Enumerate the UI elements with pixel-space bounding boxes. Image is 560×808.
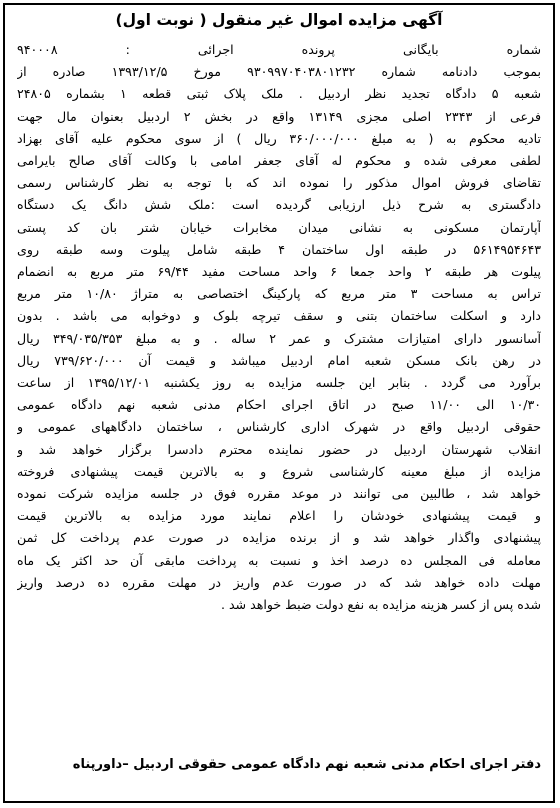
body-line: شده پس از کسر هزینه مزایده به نفع دولت ضبط خواهد شد . bbox=[220, 597, 541, 613]
body-line: پیشنهادی واگذار خواهد شد و از برنده مزایده در صورت عدم پرداخت کل ثمن bbox=[17, 530, 541, 546]
notice-title: آگهی مزایده اموال غیر منقول ( نوبت اول) bbox=[115, 11, 443, 29]
body-line: تادیه محکوم به ( به مبلغ ۳۶۰/۰۰۰/۰۰۰ ریال ) از سوی محکوم علیه آقای بهزاد bbox=[17, 130, 541, 146]
archive-number-line: شماره بایگانی پرونده اجرائی : ۹۴۰۰۰۸ bbox=[17, 42, 541, 57]
body-line: تراس به مساحت ۳ متر مربع که پارکینگ اختصاصی به متراژ ۱۰/۸۰ متر مربع bbox=[17, 286, 541, 302]
body-line: تقاضای فروش اموال مذکور را نموده اند که با توجه به نظر کارشناس رسمی bbox=[17, 175, 541, 191]
notice-frame bbox=[3, 3, 555, 803]
body-line: بموجب دادنامه شماره ۹۳۰۹۹۷۰۴۰۳۸۰۱۲۳۲ مورخ ۱۳۹۳/۱۲/۵ صادره از bbox=[17, 64, 541, 80]
body-line: پیلوت هر طبقه ۲ واحد جمعا ۶ واحد مساحت مفید ۶۹/۴۴ متر مربع به انضمام bbox=[17, 264, 541, 280]
body-line: انقلاب شهرستان اردبیل در حضور نماینده محترم دادسرا برگزار خواهد شد و bbox=[17, 441, 541, 457]
body-line: آپارتمان مسکونی به نشانی میدان مخابرات خیابان شتر بان کد پستی bbox=[17, 219, 541, 235]
body-line: و قیمت پیشنهادی خودشان را اعلام نمایند مورد مزایده به بالاترین قیمت bbox=[17, 508, 541, 524]
body-line: ۱۰/۳۰ الی ۱۱/۰۰ صبح در اتاق اجرای احکام مدنی شعبه نهم دادگاه عمومی bbox=[17, 397, 541, 413]
body-line: دادگستری به شرح ذیل ارزیابی گردیده است :ملک شش دانگ یک دستگاه bbox=[17, 197, 541, 213]
body-line: فرعی از ۲۳۴۳ اصلی مجزی ۱۳۱۴۹ واقع در بخش ۲ اردبیل بعنوان مال جهت bbox=[17, 108, 541, 124]
body-line: در رهن بانک مسکن شعبه امام اردبیل میباشد و قیمت آن ۷۳۹/۶۲۰/۰۰۰ ریال bbox=[17, 352, 541, 368]
body-line: برآورد می گردد . بنابر این جلسه مزایده به روز یکشنبه ۱۳۹۵/۱۲/۰۱ از ساعت bbox=[17, 375, 541, 391]
body-line: شعبه ۵ دادگاه تجدید نظر اردبیل . ملک پلاک ثبتی قطعه ۱ بشماره ۲۴۸۰۵ bbox=[17, 86, 541, 102]
notice-body bbox=[17, 39, 541, 616]
body-line: خواهد شد ، طالبین می توانند در موعد مقرره فوق در جلسه مزایده شرکت نموده bbox=[17, 486, 541, 502]
body-line: ۵۶۱۴۹۵۴۶۴۳ در طبقه اول ساختمان ۴ طبقه شامل پیلوت وسه طبقه روی bbox=[17, 241, 541, 257]
notice-signature: دفتر اجرای احکام مدنی شعبه نهم دادگاه عمومی حقوقی اردبیل –داورپناه bbox=[72, 757, 541, 772]
body-line: آسانسور دارای امتیازات مشترک و عمر ۲ ساله . و به مبلغ ۳۴۹/۰۳۵/۳۵۳ ریال bbox=[17, 330, 541, 346]
body-line: لطفی معرفی شده و محکوم له آقای جعفر امامی با وکالت آقای صالح بایرامی bbox=[17, 153, 541, 169]
body-line: معامله فی المجلس ده درصد اخذ و نسبت به پرداخت مابقی آن حد اکثر یک ماه bbox=[17, 552, 541, 568]
body-line: حقوقی اردبیل واقع در شهرک اداری کارشناس ، ساختمان دادگاههای عمومی و bbox=[17, 419, 541, 435]
body-line: دارد و اسکلت ساختمان بتنی و سقف تیرچه بلوک و دوخوابه می باشد . بدون bbox=[17, 308, 541, 324]
body-line: مزایده از مبلغ معینه کارشناسی شروع و به بالاترین قیمت پیشنهادی فروخته bbox=[17, 463, 541, 479]
body-line: مهلت داده خواهد شد که در صورت عدم واریز در مهلت مقرره ده درصد واریز bbox=[17, 574, 541, 590]
